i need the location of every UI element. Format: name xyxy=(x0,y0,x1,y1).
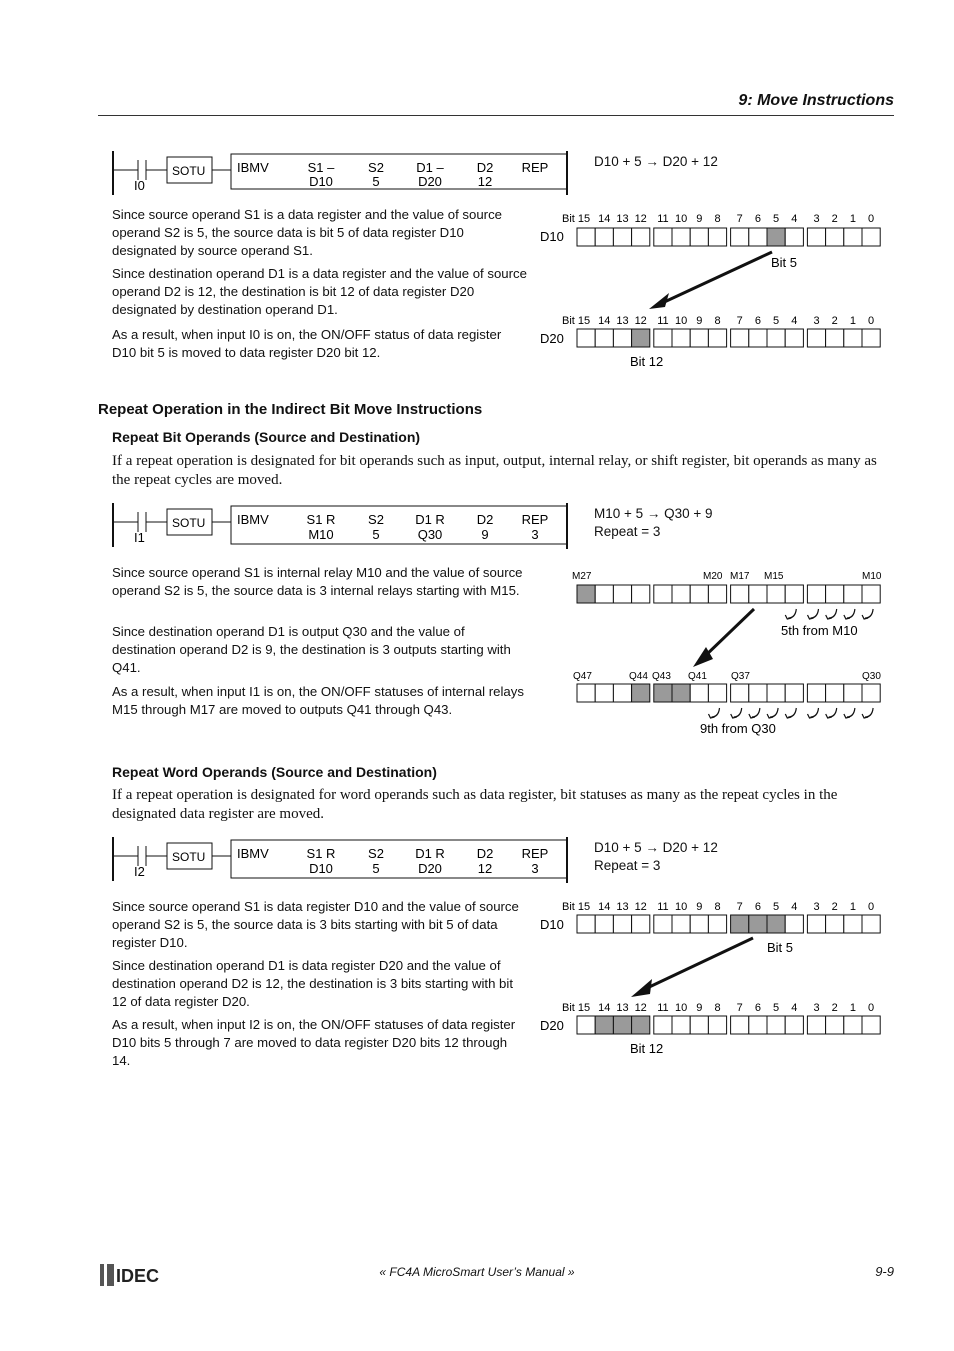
paragraph: Since source operand S1 is a data register and the value of source operand S2 is 5, the source data is bit 5 of data register D10 designated by source operand S1. xyxy=(112,207,503,258)
bit-cell xyxy=(731,915,749,933)
bit-number: 14 xyxy=(598,901,611,913)
header-rule xyxy=(98,115,894,116)
bit-cell xyxy=(577,585,595,603)
register-label: D10 xyxy=(540,917,564,932)
operand-label-s2: S2 xyxy=(368,160,384,175)
bit-number: 3 xyxy=(813,901,820,913)
operand-value-s2: 5 xyxy=(372,174,380,189)
bit-cell xyxy=(807,1016,825,1034)
count-hop xyxy=(847,609,855,618)
bit-cell xyxy=(767,1016,785,1034)
input-label: I0 xyxy=(134,178,145,193)
bit-number: 7 xyxy=(736,315,743,327)
arrow-head xyxy=(631,979,652,997)
operand-label-rep: REP xyxy=(521,512,549,527)
hop-arrowhead xyxy=(844,714,850,718)
bit-number: 6 xyxy=(754,315,761,327)
bit-number: 4 xyxy=(791,1002,798,1014)
bit-cell xyxy=(577,915,595,933)
bit-cell xyxy=(844,585,862,603)
operand-label-s2: S2 xyxy=(368,846,384,861)
bit-cell xyxy=(632,228,650,246)
bit-number: 13 xyxy=(616,315,629,327)
bit-cell xyxy=(749,684,767,702)
operand-value-rep: 3 xyxy=(531,527,539,542)
subsection-heading: Repeat Bit Operands (Source and Destination) xyxy=(112,429,421,445)
sotu-label: SOTU xyxy=(172,516,206,530)
relay-output-diagram xyxy=(535,565,895,740)
bit-number: 4 xyxy=(791,315,798,327)
bit-number: 8 xyxy=(714,1002,721,1014)
bit-cell xyxy=(826,329,844,347)
bit-cell xyxy=(731,684,749,702)
bit-number: 4 xyxy=(791,213,798,225)
operand-label-d2: D2 xyxy=(476,512,494,527)
operand-label-d2: D2 xyxy=(476,160,494,175)
bit-cell xyxy=(708,585,726,603)
sotu-label: SOTU xyxy=(172,850,206,864)
bit-number: Bit 15 xyxy=(562,901,591,913)
bit-cell xyxy=(577,1016,595,1034)
bit-cell xyxy=(844,329,862,347)
bit-cell xyxy=(613,915,631,933)
bit-cell xyxy=(632,329,650,347)
bit-cell xyxy=(826,585,844,603)
output-label: Q37 xyxy=(731,671,750,682)
bit-number: 2 xyxy=(831,901,838,913)
operand-label-s1: S1 R xyxy=(306,846,336,861)
bit-number: 0 xyxy=(868,901,875,913)
bit-cell xyxy=(632,684,650,702)
bit-cell xyxy=(826,228,844,246)
move-arrow xyxy=(645,938,753,989)
bit-number: 7 xyxy=(736,901,743,913)
paragraph: Since source operand S1 is internal relay M10 and the value of source operand S2 is 5, the source data is 3 internal relays starting with M15. xyxy=(112,565,523,598)
hop-arrowhead xyxy=(826,615,832,619)
operand-value-d1: Q30 xyxy=(417,527,443,542)
operand-value-s1: M10 xyxy=(308,527,334,542)
bit-cell xyxy=(807,228,825,246)
hop-arrowhead xyxy=(844,615,850,619)
bit-number: 7 xyxy=(736,1002,743,1014)
operand-value-s2: 5 xyxy=(372,861,380,876)
bit-cell xyxy=(577,684,595,702)
bit-number: 6 xyxy=(754,213,761,225)
output-label: Q43 xyxy=(652,671,671,682)
bit-number: 12 xyxy=(634,213,647,225)
bit-cell xyxy=(654,585,672,603)
input-label: I2 xyxy=(134,864,145,879)
relay-label: M15 xyxy=(764,571,784,582)
intro-paragraph: If a repeat operation is designated for word operands such as data register, bit statuses as many as the repeat cycles in the designated data register are moved. xyxy=(112,787,838,822)
bit-cell xyxy=(807,684,825,702)
bit-number: 1 xyxy=(849,1002,856,1014)
bit-cell xyxy=(595,228,613,246)
bit-number: 12 xyxy=(634,1002,647,1014)
count-hop xyxy=(770,708,778,717)
input-label: I1 xyxy=(134,530,145,545)
bit-cell xyxy=(690,1016,708,1034)
bit-cell xyxy=(862,915,880,933)
equation-line: Repeat = 3 xyxy=(594,858,661,873)
operand-label-d1: D1 R xyxy=(415,846,445,861)
bit-cell xyxy=(862,228,880,246)
output-label: Q30 xyxy=(862,671,881,682)
bit-cell xyxy=(785,1016,803,1034)
bit-number: 0 xyxy=(868,213,875,225)
bit-cell xyxy=(767,915,785,933)
source-note: 5th from M10 xyxy=(781,623,858,638)
bit-diagram-3 xyxy=(535,893,895,1068)
bit-cell xyxy=(807,915,825,933)
sotu-label: SOTU xyxy=(172,164,206,178)
equation-line: D10 + 5 → D20 + 12 xyxy=(594,154,718,169)
bit-number: 3 xyxy=(813,315,820,327)
count-hop xyxy=(865,708,873,717)
bit-cell xyxy=(826,684,844,702)
count-hop xyxy=(829,708,837,717)
idec-logo xyxy=(100,1263,170,1287)
operand-value-s2: 5 xyxy=(372,527,380,542)
bit-cell xyxy=(654,1016,672,1034)
bit-number: 9 xyxy=(696,315,703,327)
operand-value-s1: D10 xyxy=(309,174,333,189)
equation xyxy=(594,505,713,541)
bit-number: 11 xyxy=(657,901,669,913)
bit-number: 9 xyxy=(696,213,703,225)
count-hop xyxy=(811,708,819,717)
bit-number: Bit 15 xyxy=(562,213,591,225)
move-arrow xyxy=(660,252,772,304)
bit-cell xyxy=(844,228,862,246)
bit-number: 10 xyxy=(674,901,688,913)
bit-cell xyxy=(613,585,631,603)
operand-label-rep: REP xyxy=(521,846,549,861)
bit-diagram-1 xyxy=(535,205,895,380)
operand-value-d1: D20 xyxy=(418,174,442,189)
relay-label: M10 xyxy=(862,571,882,582)
bit-cell xyxy=(613,1016,631,1034)
bit-cell xyxy=(844,915,862,933)
bit-number: 11 xyxy=(657,213,669,225)
operand-value-d2: 12 xyxy=(477,861,493,876)
bit-cell xyxy=(654,329,672,347)
bit-number: 0 xyxy=(868,315,875,327)
bit-cell xyxy=(595,585,613,603)
dest-bit-label: Bit 12 xyxy=(630,1041,664,1056)
paragraph: Since destination operand D1 is output Q30 and the value of destination operand D2 is 9, the destination is 3 outputs starting with Q41. xyxy=(112,624,511,675)
equation xyxy=(594,839,718,875)
section-heading: Repeat Operation in the Indirect Bit Move Instructions xyxy=(98,401,483,418)
bit-cell xyxy=(749,585,767,603)
hop-arrowhead xyxy=(826,714,832,718)
count-hop xyxy=(788,609,796,618)
bit-number: 7 xyxy=(736,213,743,225)
hop-arrowhead xyxy=(731,714,737,718)
bit-cell xyxy=(672,329,690,347)
operand-value-d2: 12 xyxy=(477,174,493,189)
bit-cell xyxy=(708,228,726,246)
brand-text: IDEC xyxy=(116,1266,160,1286)
bit-number: 12 xyxy=(634,315,647,327)
bit-number: 11 xyxy=(657,1002,669,1014)
bit-cell xyxy=(708,684,726,702)
bit-number: 9 xyxy=(696,901,703,913)
bit-cell xyxy=(613,329,631,347)
count-hop xyxy=(788,708,796,717)
paragraph: As a result, when input I2 is on, the ON/OFF statuses of data register D10 bits 5 through 7 are moved to data register D20 bits 12 through 14. xyxy=(112,1017,516,1068)
bit-number: 14 xyxy=(598,1002,611,1014)
bit-number: 13 xyxy=(616,901,629,913)
bit-number: 10 xyxy=(674,315,688,327)
bit-number: 10 xyxy=(674,213,688,225)
bit-number: 3 xyxy=(813,213,820,225)
hop-arrowhead xyxy=(785,615,791,619)
hop-arrowhead xyxy=(862,714,868,718)
ladder-diagram-2 xyxy=(108,497,578,552)
subsection-heading: Repeat Word Operands (Source and Destination) xyxy=(112,764,437,780)
bit-number: 6 xyxy=(754,901,761,913)
chapter-title: 9: Move Instructions xyxy=(738,92,894,109)
bit-number: Bit 15 xyxy=(562,315,591,327)
bit-cell xyxy=(595,915,613,933)
count-hop xyxy=(847,708,855,717)
source-bit-label: Bit 5 xyxy=(767,940,794,955)
bit-cell xyxy=(785,329,803,347)
bit-cell xyxy=(826,1016,844,1034)
operand-value-s1: D10 xyxy=(309,861,333,876)
register-label: D20 xyxy=(540,1018,564,1033)
bit-number: 5 xyxy=(773,1002,780,1014)
bit-cell xyxy=(672,684,690,702)
bit-cell xyxy=(690,915,708,933)
equation-line: M10 + 5 → Q30 + 9 xyxy=(594,506,713,521)
bit-number: 9 xyxy=(696,1002,703,1014)
ladder-diagram-1 xyxy=(108,145,578,200)
bit-cell xyxy=(844,1016,862,1034)
paragraph: As a result, when input I1 is on, the ON/OFF statuses of internal relays M15 through M17 are moved to outputs Q41 through Q43. xyxy=(112,684,524,717)
paragraph: As a result, when input I0 is on, the ON/OFF status of data register D10 bit 5 is moved to data register D20 bit 12. xyxy=(112,327,502,360)
operand-value-rep: 3 xyxy=(531,861,539,876)
bit-number: 1 xyxy=(849,315,856,327)
bit-cell xyxy=(690,585,708,603)
bit-number: 1 xyxy=(849,213,856,225)
bit-number: 2 xyxy=(831,213,838,225)
bit-cell xyxy=(731,585,749,603)
bit-number: 8 xyxy=(714,315,721,327)
bit-number: 4 xyxy=(791,901,798,913)
bit-cell xyxy=(767,585,785,603)
bit-cell xyxy=(807,329,825,347)
bit-number: 12 xyxy=(634,901,647,913)
bit-number: 11 xyxy=(657,315,669,327)
hop-arrowhead xyxy=(749,714,755,718)
hop-arrowhead xyxy=(709,714,715,718)
bit-number: 14 xyxy=(598,213,611,225)
bit-cell xyxy=(749,1016,767,1034)
operand-label-d2: D2 xyxy=(476,846,494,861)
bit-cell xyxy=(708,1016,726,1034)
bit-cell xyxy=(844,684,862,702)
bit-cell xyxy=(862,684,880,702)
count-hop xyxy=(829,609,837,618)
bit-cell xyxy=(862,329,880,347)
bit-cell xyxy=(731,228,749,246)
bit-cell xyxy=(708,915,726,933)
register-label: D10 xyxy=(540,229,564,244)
bit-cell xyxy=(654,915,672,933)
bit-number: 3 xyxy=(813,1002,820,1014)
equation-line: Repeat = 3 xyxy=(594,524,661,539)
hop-arrowhead xyxy=(808,714,814,718)
operand-value-d2: 9 xyxy=(481,527,489,542)
bit-cell xyxy=(577,228,595,246)
bit-number: Bit 15 xyxy=(562,1002,591,1014)
bit-cell xyxy=(690,684,708,702)
count-hop xyxy=(811,609,819,618)
bit-cell xyxy=(749,329,767,347)
bit-cell xyxy=(632,1016,650,1034)
relay-label: M17 xyxy=(730,571,750,582)
bit-cell xyxy=(785,228,803,246)
hop-arrowhead xyxy=(862,615,868,619)
bit-number: 10 xyxy=(674,1002,688,1014)
bit-number: 8 xyxy=(714,213,721,225)
dest-bit-label: Bit 12 xyxy=(630,354,664,369)
bit-cell xyxy=(862,585,880,603)
bit-cell xyxy=(632,915,650,933)
bit-cell xyxy=(672,915,690,933)
page-number: 9-9 xyxy=(875,1264,894,1279)
arrow-head xyxy=(649,293,669,309)
operand-label-rep: REP xyxy=(521,160,549,175)
equation-line: D10 + 5 → D20 + 12 xyxy=(594,840,718,855)
bit-cell xyxy=(749,915,767,933)
bit-cell xyxy=(785,585,803,603)
bit-cell xyxy=(807,585,825,603)
move-arrow xyxy=(704,609,754,657)
operand-label-d1: D1 – xyxy=(416,160,444,175)
bit-cell xyxy=(595,1016,613,1034)
op-label: IBMV xyxy=(237,160,269,175)
bit-cell xyxy=(785,684,803,702)
output-label: Q47 xyxy=(573,671,592,682)
bit-cell xyxy=(690,329,708,347)
operand-value-d1: D20 xyxy=(418,861,442,876)
bit-number: 8 xyxy=(714,901,721,913)
bit-cell xyxy=(613,684,631,702)
operand-label-d1: D1 R xyxy=(415,512,445,527)
bit-cell xyxy=(767,684,785,702)
ladder-diagram-3 xyxy=(108,831,578,886)
relay-label: M20 xyxy=(703,571,723,582)
op-label: IBMV xyxy=(237,846,269,861)
bit-cell xyxy=(654,684,672,702)
bit-number: 5 xyxy=(773,213,780,225)
bit-number: 5 xyxy=(773,901,780,913)
bit-cell xyxy=(654,228,672,246)
paragraph: Since destination operand D1 is a data register and the value of source operand D2 is 12, the destination is bit 12 of data register D20 designated by destination operand D1. xyxy=(112,266,527,317)
operand-label-s1: S1 R xyxy=(306,512,336,527)
bit-number: 0 xyxy=(868,1002,875,1014)
dest-note: 9th from Q30 xyxy=(700,721,776,736)
bit-number: 14 xyxy=(598,315,611,327)
bit-cell xyxy=(785,915,803,933)
bit-cell xyxy=(613,228,631,246)
bit-number: 2 xyxy=(831,1002,838,1014)
bit-cell xyxy=(731,329,749,347)
equation xyxy=(594,153,718,171)
paragraph: Since destination operand D1 is data register D20 and the value of destination operand D2 is 12, the destination is 3 bits starting with bit 12 of data register D20. xyxy=(112,958,513,1009)
bit-number: 2 xyxy=(831,315,838,327)
op-label: IBMV xyxy=(237,512,269,527)
operand-label-s1: S1 – xyxy=(307,160,335,175)
intro-paragraph: If a repeat operation is designated for bit operands such as input, output, internal relay, or shift register, bit operands as many as the repeat cycles are moved. xyxy=(112,453,877,488)
hop-arrowhead xyxy=(767,714,773,718)
count-hop xyxy=(734,708,742,717)
operand-label-s2: S2 xyxy=(368,512,384,527)
bit-cell xyxy=(731,1016,749,1034)
register-label: D20 xyxy=(540,331,564,346)
bit-number: 13 xyxy=(616,213,629,225)
bit-cell xyxy=(672,585,690,603)
source-bit-label: Bit 5 xyxy=(771,255,798,270)
bit-cell xyxy=(577,329,595,347)
bit-number: 13 xyxy=(616,1002,629,1014)
paragraph: Since source operand S1 is data register D10 and the value of source operand S2 is 5, the source data is 3 bits starting with bit 5 of data register D10. xyxy=(112,899,519,950)
bit-cell xyxy=(672,228,690,246)
bit-number: 5 xyxy=(773,315,780,327)
hop-arrowhead xyxy=(785,714,791,718)
bit-cell xyxy=(690,228,708,246)
bit-number: 6 xyxy=(754,1002,761,1014)
hop-arrowhead xyxy=(808,615,814,619)
manual-title: « FC4A MicroSmart User’s Manual » xyxy=(379,1265,575,1279)
bit-cell xyxy=(749,228,767,246)
bit-cell xyxy=(767,329,785,347)
output-label: Q44 xyxy=(629,671,648,682)
bit-cell xyxy=(708,329,726,347)
bit-cell xyxy=(672,1016,690,1034)
count-hop xyxy=(865,609,873,618)
bit-number: 1 xyxy=(849,901,856,913)
bit-cell xyxy=(632,585,650,603)
bit-cell xyxy=(595,329,613,347)
count-hop xyxy=(752,708,760,717)
bit-cell xyxy=(862,1016,880,1034)
relay-label: M27 xyxy=(572,571,592,582)
bit-cell xyxy=(767,228,785,246)
bit-cell xyxy=(595,684,613,702)
output-label: Q41 xyxy=(688,671,707,682)
bit-cell xyxy=(826,915,844,933)
count-hop xyxy=(712,708,720,717)
